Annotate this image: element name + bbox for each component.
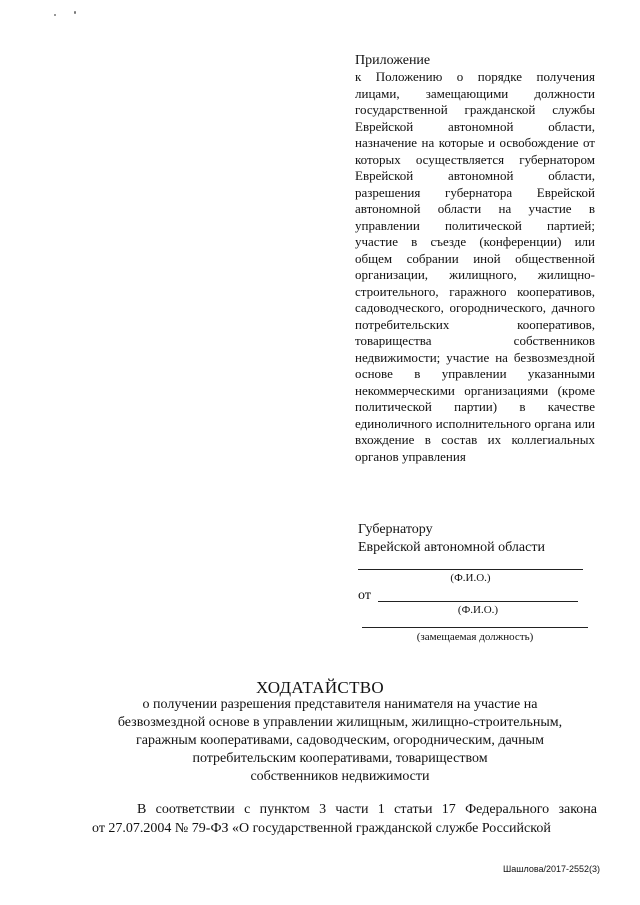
scan-speck [54,14,56,16]
scan-speck [74,11,76,14]
subject-line: потребительским кооперативами, товариществом [192,751,488,766]
addressee-line-1: Губернатору [358,522,433,537]
appendix-block [355,52,595,465]
fio-caption-2: (Ф.И.О.) [457,604,499,616]
document-subject [90,696,590,786]
subject-line: о получении разрешения представителя нанимателя на участие на [142,697,538,712]
subject-line: безвозмездной основе в управлении жилищным, жилищно-строительным, [117,715,563,730]
addressee-line-2: Еврейской автономной области [358,540,545,555]
appendix-title: Приложение [355,53,431,68]
body-line-1: В соответствии с пунктом 3 части 1 статьи 17 Федерального закона [137,802,597,817]
body-line-2: от 27.07.2004 № 79-ФЗ «О государственной гражданской службе Российской [92,821,551,836]
position-underline [362,627,588,628]
from-label: от [358,588,371,603]
document-title: ХОДАТАЙСТВО [256,678,384,697]
from-underline [378,601,578,602]
footer-code: Шашлова/2017-2552(3) [503,864,601,874]
fio-caption: (Ф.И.О.) [450,572,491,584]
addressee-block [358,521,608,557]
appendix-text: к Положению о порядке получения лицами, замещающими должности государственной гражданской службы Еврейской автономной области, назначение на которые и освобождение от которых осуществляется губернатором Еврейской автономной области, разрешения губернатора Еврейской автономной области на участие в управлении политической партией; участие в съезде (конференции) или общем собрании иной общественной организации, жилищного, жилищно-строительного, гаражного кооперативов, садоводческого, огороднического, дачного потребительских кооперативов, товарищества собственников недвижимости; участие на безвозмездной основе в управлении указанными некоммерческими организациями (кроме политической партии) в качестве единоличного исполнительного органа или вхождение в состав их коллегиальных органов управления [355,69,595,464]
fio-underline [358,569,583,570]
subject-line: гаражным кооперативами, садоводческим, огородническим, дачным [136,733,544,748]
position-caption: (замещаемая должность) [416,631,534,643]
subject-line: собственников недвижимости [250,769,430,784]
body-paragraph [92,800,597,838]
